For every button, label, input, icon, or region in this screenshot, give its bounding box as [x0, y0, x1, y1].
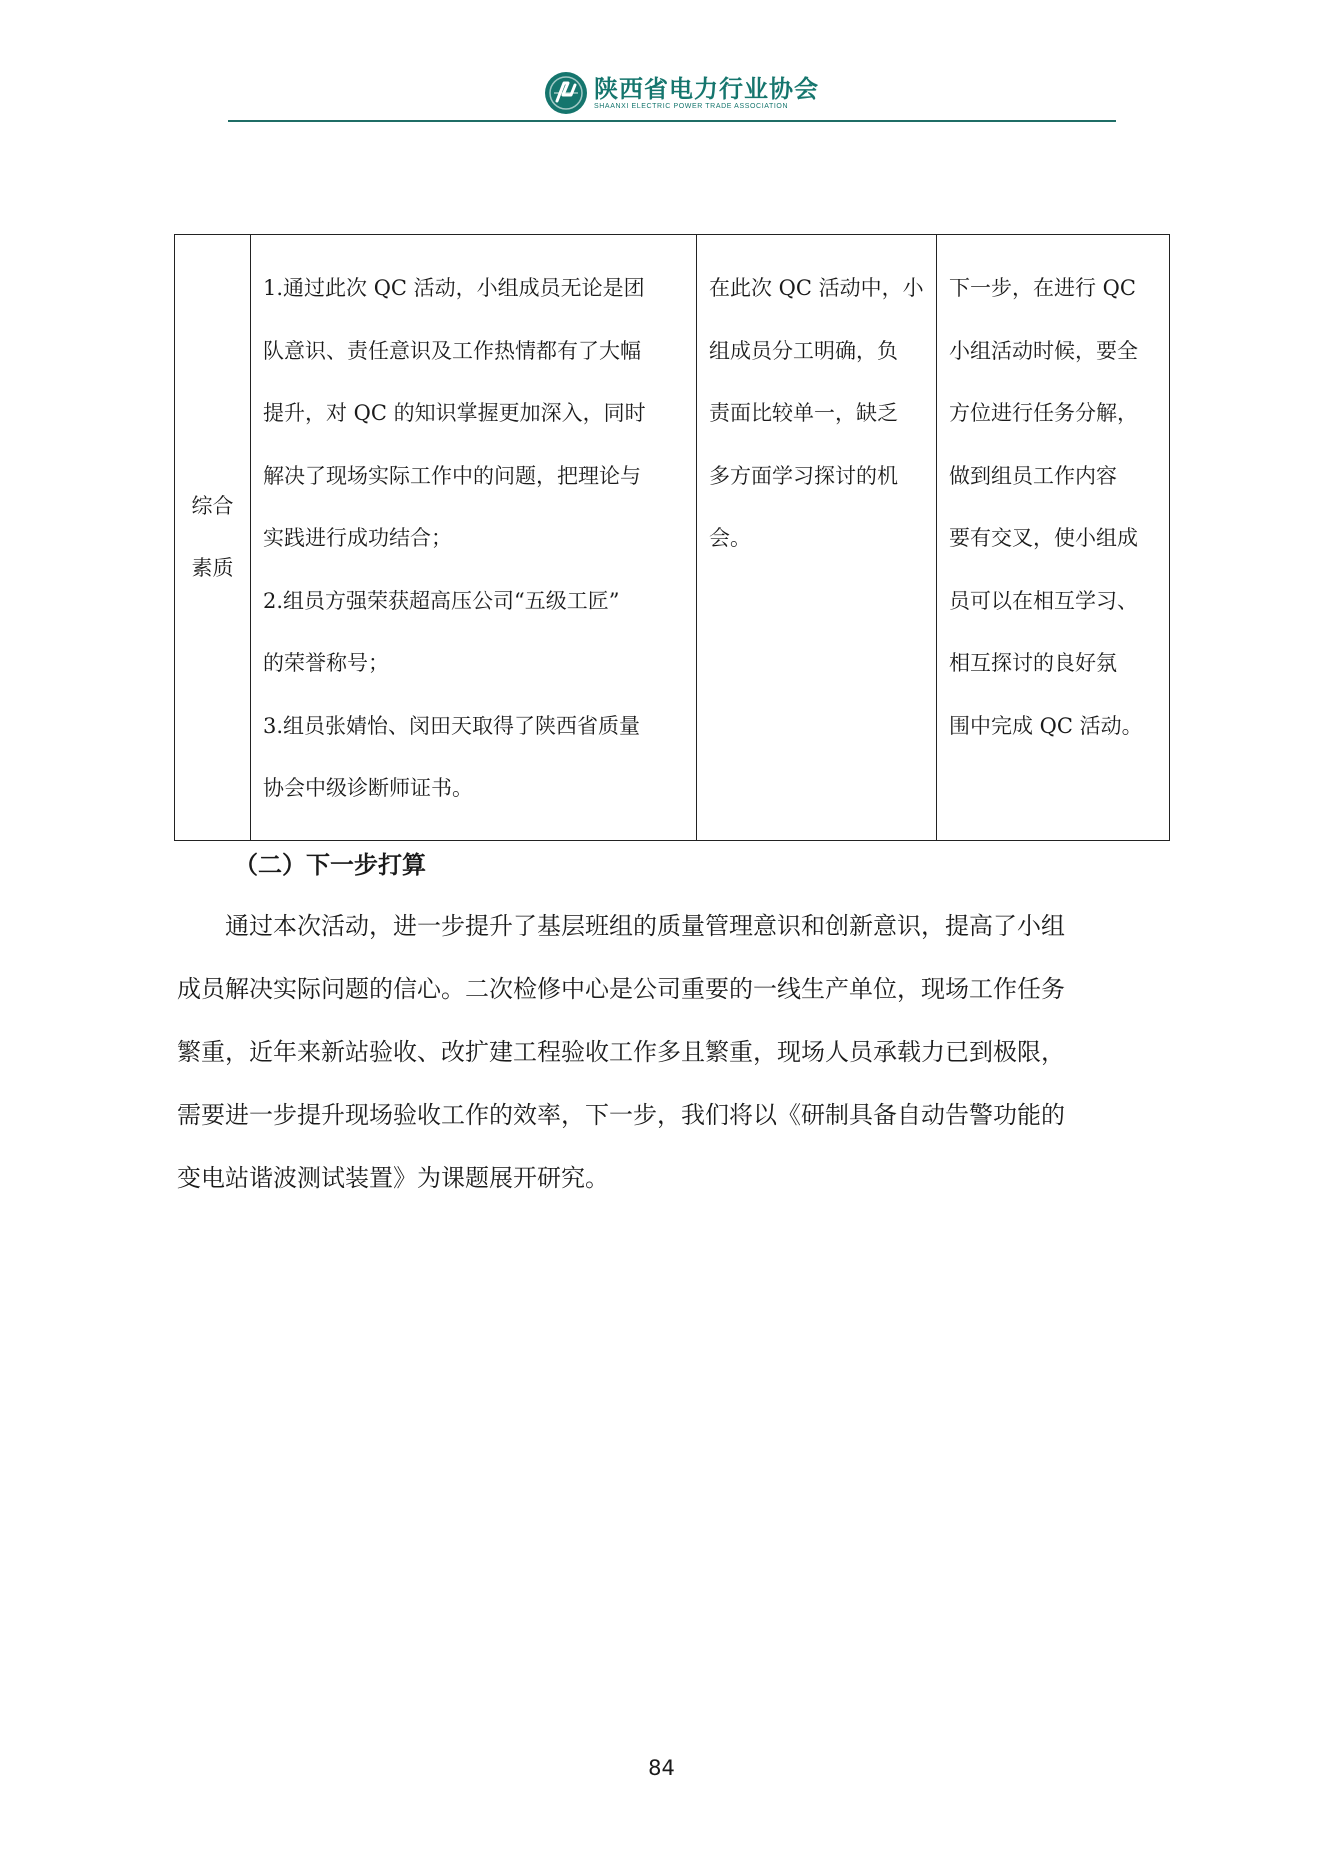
evaluation-table — [174, 234, 1170, 841]
cell-line: 多方面学习探讨的机 — [709, 463, 898, 488]
cell-line: 在此次 QC 活动中，小 — [709, 276, 924, 300]
achievement-cell — [251, 235, 697, 841]
cell-line: 3.组员张婧怡、闵田天取得了陕西省质量 — [263, 713, 641, 738]
cell-line: 1.通过此次 QC 活动，小组成员无论是团 — [263, 276, 645, 300]
paragraph-line: 变电站谐波测试装置》为课题展开研究。 — [177, 1164, 609, 1192]
cell-line: 围中完成 QC 活动。 — [949, 713, 1143, 738]
paragraph-line: 通过本次活动，进一步提升了基层班组的质量管理意识和创新意识，提高了小组 — [177, 912, 1065, 940]
cell-line: 做到组员工作内容 — [949, 463, 1117, 488]
cell-line: 实践进行成功结合； — [263, 526, 452, 550]
org-name-en: SHAANXI ELECTRIC POWER TRADE ASSOCIATION — [594, 103, 789, 110]
cell-line: 解决了现场实际工作中的问题，把理论与 — [263, 463, 641, 488]
cell-line: 下一步，在进行 QC — [949, 276, 1136, 300]
cell-line: 组成员分工明确，负 — [709, 338, 898, 363]
page-number: 84 — [648, 1756, 675, 1780]
body-paragraph — [177, 895, 1167, 1210]
header-divider — [228, 120, 1116, 122]
cell-line: 员可以在相互学习、 — [949, 588, 1138, 613]
association-logo — [544, 68, 819, 118]
association-emblem-icon — [544, 71, 588, 115]
paragraph-line: 成员解决实际问题的信心。二次检修中心是公司重要的一线生产单位，现场工作任务 — [177, 975, 1065, 1003]
paragraph-line: 需要进一步提升现场验收工作的效率，下一步，我们将以《研制具备自动告警功能的 — [177, 1101, 1065, 1129]
row-label-cell — [175, 235, 251, 841]
row-label-line: 素质 — [191, 556, 234, 581]
row-label-line: 综合 — [191, 494, 234, 519]
section-title: （二）下一步打算 — [234, 851, 426, 879]
cell-line: 的荣誉称号； — [263, 651, 389, 675]
cell-line: 2.组员方强荣获超高压公司“五级工匠” — [263, 588, 620, 613]
cell-line: 要有交叉，使小组成 — [949, 526, 1138, 550]
paragraph-line: 繁重，近年来新站验收、改扩建工程验收工作多且繁重，现场人员承载力已到极限， — [177, 1038, 1065, 1066]
org-name-cn: 陕西省电力行业协会 — [594, 75, 819, 103]
cell-line: 方位进行任务分解， — [949, 401, 1138, 425]
cell-line: 小组活动时候，要全 — [949, 338, 1138, 363]
table-row — [175, 235, 1170, 841]
shortcoming-cell — [697, 235, 937, 841]
cell-line: 责面比较单一，缺乏 — [709, 401, 898, 425]
cell-line: 会。 — [709, 526, 751, 550]
improvement-cell — [937, 235, 1170, 841]
cell-line: 队意识、责任意识及工作热情都有了大幅 — [263, 338, 641, 363]
cell-line: 相互探讨的良好氛 — [949, 651, 1117, 675]
cell-line: 协会中级诊断师证书。 — [263, 776, 473, 800]
page-header — [0, 60, 1323, 126]
cell-line: 提升，对 QC 的知识掌握更加深入，同时 — [263, 401, 646, 425]
